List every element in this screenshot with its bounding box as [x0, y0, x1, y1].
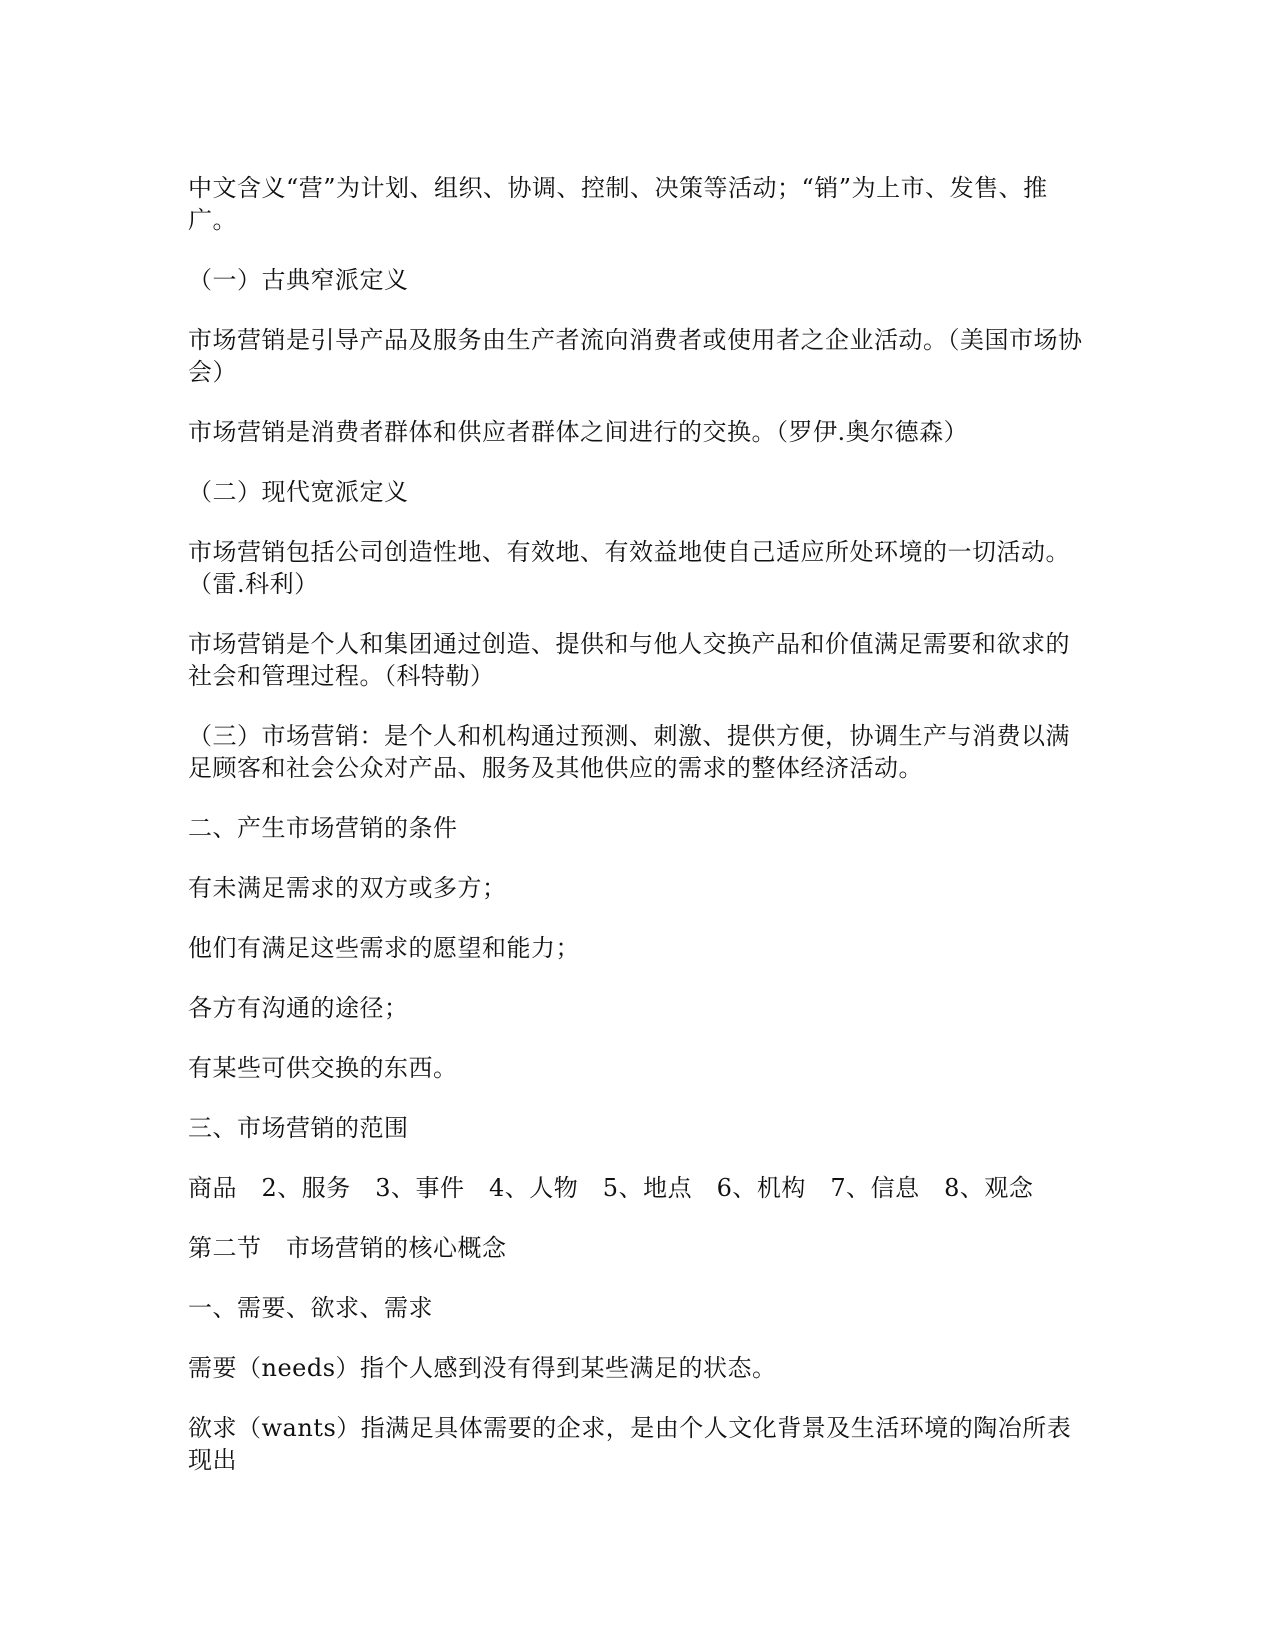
paragraph-marketing-definition: （三）市场营销：是个人和机构通过预测、刺激、提供方便，协调生产与消费以满足顾客和社会公众对产品、服务及其他供应的需求的整体经济活动。 [188, 722, 1070, 782]
heading-modern-broad-definition: （二）现代宽派定义 [188, 478, 409, 506]
paragraph-meaning: 中文含义“营”为计划、组织、协调、控制、决策等活动；“销”为上市、发售、推广。 [188, 174, 1048, 234]
paragraph-ama-definition: 市场营销是引导产品及服务由生产者流向消费者或使用者之企业活动。（美国市场协会） [188, 326, 1083, 386]
paragraph-alderson-definition: 市场营销是消费者群体和供应者群体之间进行的交换。（罗伊.奥尔德森） [188, 418, 969, 446]
condition-item-2: 他们有满足这些需求的愿望和能力； [188, 934, 580, 962]
paragraph-wants: 欲求（wants）指满足具体需要的企求，是由个人文化背景及生活环境的陶冶所表现出 [188, 1414, 1072, 1474]
paragraph-kelly-definition: 市场营销包括公司创造性地、有效地、有效益地使自己适应所处环境的一切活动。（雷.科利） [188, 538, 1070, 598]
scope-list: 商品 2、服务 3、事件 4、人物 5、地点 6、机构 7、信息 8、观念 [188, 1174, 1034, 1202]
paragraph-needs: 需要（needs）指个人感到没有得到某些满足的状态。 [188, 1354, 777, 1382]
condition-item-3: 各方有沟通的途径； [188, 994, 409, 1022]
heading-marketing-conditions: 二、产生市场营销的条件 [188, 814, 458, 842]
heading-section-two: 第二节 市场营销的核心概念 [188, 1234, 507, 1262]
paragraph-kotler-definition: 市场营销是个人和集团通过创造、提供和与他人交换产品和价值满足需要和欲求的社会和管理过程。（科特勒） [188, 630, 1070, 690]
heading-marketing-scope: 三、市场营销的范围 [188, 1114, 409, 1142]
heading-needs-wants-demands: 一、需要、欲求、需求 [188, 1294, 433, 1322]
heading-classical-narrow-definition: （一）古典窄派定义 [188, 266, 409, 294]
condition-item-1: 有未满足需求的双方或多方； [188, 874, 507, 902]
document-body [188, 172, 1088, 1504]
condition-item-4: 有某些可供交换的东西。 [188, 1054, 458, 1082]
